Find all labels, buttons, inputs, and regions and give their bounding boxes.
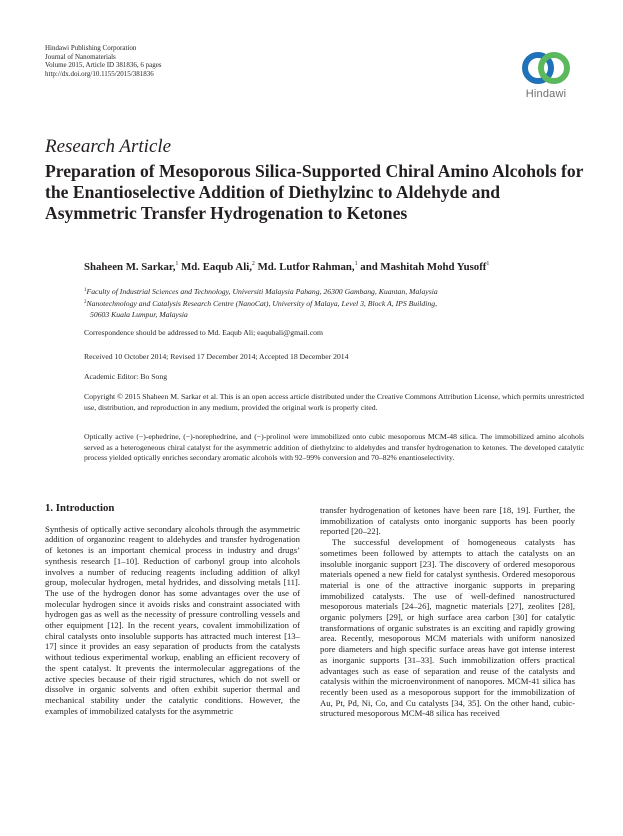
intro-paragraph-2: The successful development of homogeneous catalysts has sometimes been followed by attempts to attach the catalysts on an insoluble inorganic support [23]. The discovery of ordered mesoporous materials opened a new field for catalyst synthesis. Ordered mesoporous material is one of the attractive inorganic supports in preparing immobilized catalysts. The use of well-defined nanostructured mesoporous materials [24–26], magnetic materials [27], zeolites [28], organic polymers [29], or high surface area carbon [30] for catalytic transformations of organic substrates is an exciting and rapidly growing area. Recently, mesoporous MCM materials with uniform nanosized pore diameters and high specific surface areas have got intense interest as inorganic supports [31–33]. Such immobilization offers practical advantages such as ease of separation and reuse of the catalysts and catalysis within the microenvironment of nanopores. MCM-41 silica has recently been used as a mesoporous support for the immobilization of Au, Pt, Pd, Ni, Co, and Cu catalysts [34, 35]. On the other hand, cubic-structured mesoporous MCM-48 silica has received xyxy=(320,537,575,719)
section-heading: 1. Introduction xyxy=(45,502,115,514)
author-affiliation-mark: 1 xyxy=(175,261,179,267)
article-title: Preparation of Mesoporous Silica-Supported Chiral Amino Alcohols for the Enantioselective Addition of Diethylzinc to Aldehyde and Asymmetric Transfer Hydrogenation to Ketones xyxy=(45,161,584,223)
volume-info: Volume 2015, Article ID 381836, 6 pages xyxy=(45,61,162,70)
correspondence: Correspondence should be addressed to Md. Eaqub Ali; eaqubali@gmail.com xyxy=(84,328,323,337)
hindawi-wordmark: Hindawi xyxy=(525,88,567,100)
academic-editor: Academic Editor: Bo Song xyxy=(84,372,168,381)
affiliation-2-continued: 50603 Kuala Lumpur, Malaysia xyxy=(90,310,188,319)
publisher-name: Hindawi Publishing Corporation xyxy=(45,44,137,52)
author-list xyxy=(84,261,489,273)
author-name: Mashitah Mohd Yusoff xyxy=(380,261,487,273)
affiliations xyxy=(84,285,584,320)
body-column-left xyxy=(45,503,300,716)
author-name: Md. Lutfor Rahman, xyxy=(257,261,355,273)
abstract: Optically active (−)-ephedrine, (−)-norephedrine, and (−)-prolinol were immobilized onto cubic mesoporous MCM-48 silica. The immobilized amino alcohols served as a heterogeneous chiral catalyst for the asymmetric addition of diethylzinc to aldehydes and transfer hydrogenation to ketones. The developed catalytic process yielded optically enriches secondary aromatic alcohols with 92–99% conversion and 70–82% enantioselectivity. xyxy=(84,432,584,463)
copyright-notice: Copyright © 2015 Shaheen M. Sarkar et al. This is an open access article distributed under the Creative Commons Attribution License, which permits unrestricted use, distribution, and reproduction in any medium, provided the original work is properly cited. xyxy=(84,392,584,412)
journal-meta xyxy=(45,44,162,78)
author-affiliation-mark: 2 xyxy=(251,261,255,267)
author-separator: and xyxy=(357,261,381,273)
author-name: Shaheen M. Sarkar, xyxy=(84,261,176,273)
author-affiliation-mark: 1 xyxy=(354,261,358,267)
affiliation-2: $^2$Nanotechnology and Catalysis Research Centre (NanoCat), University of Malaya, Level 3, Block A, IPS Building, xyxy=(84,299,438,308)
article-dates: Received 10 October 2014; Revised 17 December 2014; Accepted 18 December 2014 xyxy=(84,352,349,361)
intro-paragraph-1-continued: transfer hydrogenation of ketones have been rare [18, 19]. Further, the immobilization of catalysts onto inorganic supports has been poorly reported [20–22]. xyxy=(320,505,575,537)
hindawi-logo xyxy=(514,48,578,108)
article-type: Research Article xyxy=(45,136,172,157)
doi-link[interactable]: http://dx.doi.org/10.1155/2015/381836 xyxy=(45,69,154,78)
hindawi-rings-icon xyxy=(520,48,572,88)
author-name: Md. Eaqub Ali, xyxy=(181,261,252,273)
journal-name: Journal of Nanomaterials xyxy=(45,52,116,61)
intro-paragraph-1: Synthesis of optically active secondary alcohols through the asymmetric addition of organozinc reagent to aldehydes and transfer hydrogenation of ketones is an important chemical process in industry and drugs’ synthesis research [1–10]. Reduction of carbonyl group into alcohols involves a number of reducing reagents including addition of alkyl group, molecular hydrogen, metal hydrides, and dissolving metals [11]. The use of the hydrogen donor has some advantages over the use of molecular hydrogen since it avoids risks and constraint associated with hydrogen gas as well as the necessity of pressure controlling vessels and other equipment [12]. In the recent years, covalent immobilization of chiral catalysts onto insoluble supports has attracted much interest [13–17] since it provides an easy separation of products from the catalysts without tedious experimental workup, enabling an efficient recovery of the spent catalyst. It prevents the intermolecular aggregations of the active species because of their rigid structures, which do not swell or dissolve in organic solvents and often exhibit superior thermal and mechanical stability under the catalytic conditions. However, the examples of immobilized catalysts for the asymmetric xyxy=(45,523,300,716)
author-affiliation-mark: 1 xyxy=(486,261,490,267)
affiliation-1: $^1$Faculty of Industrial Sciences and Technology, Universiti Malaysia Pahang, 26300 Gambang, Kuantan, Malaysia xyxy=(84,287,438,296)
body-column-right xyxy=(320,505,575,719)
